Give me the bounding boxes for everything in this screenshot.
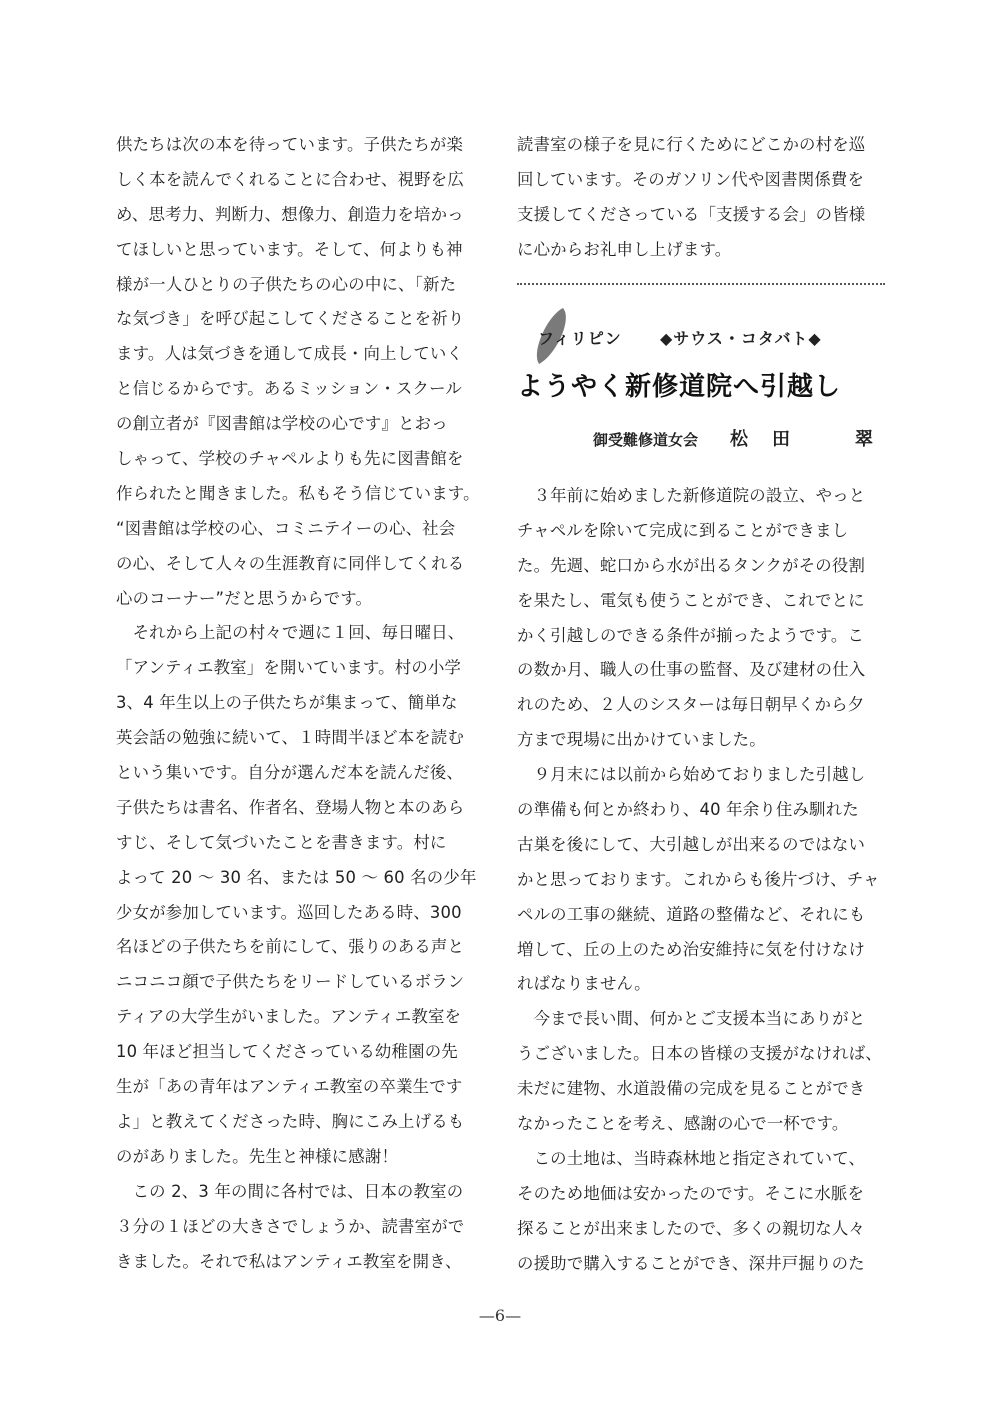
- text-line: という集いです。自分が選んだ本を読んだ後、: [116, 763, 464, 783]
- text-line: れのため、２人のシスターは毎日朝早くから夕: [517, 695, 865, 715]
- text-line: の創立者が『図書館は学校の心です』とおっ: [116, 414, 448, 434]
- text-line: の準備も何とか終わり、40 年余り住み馴れた: [517, 800, 859, 820]
- author-given-name: 翠: [855, 429, 873, 450]
- text-line: 3、4 年生以上の子供たちが集まって、簡単な: [116, 693, 458, 713]
- article-title: ようやく新修道院へ引越し: [517, 372, 842, 402]
- text-line: 探ることが出来ましたので、多くの親切な人々: [517, 1218, 866, 1238]
- text-line: を果たし、電気も使うことができ、これでとに: [517, 590, 865, 610]
- text-line: に心からお礼申し上げます。: [517, 239, 732, 259]
- text-line: きました。それで私はアンティエ教室を開き、: [116, 1251, 462, 1271]
- text-line: め、思考力、判断力、想像力、創造力を培かっ: [116, 204, 464, 224]
- text-line: てほしいと思っています。そして、何よりも神: [116, 239, 463, 259]
- text-line: 様が一人ひとりの子供たちの心の中に、「新た: [116, 274, 457, 294]
- author-family-name: 松田: [730, 429, 814, 450]
- text-line: ペルの工事の継続、道路の整備など、それにも: [517, 904, 866, 924]
- text-line: 作られたと聞きました。私もそう信じています。: [116, 483, 480, 503]
- text-line: “図書館は学校の心、コミニテイーの心、社会: [116, 518, 456, 538]
- text-line: よ」と教えてくださった時、胸にこみ上げるも: [116, 1111, 465, 1131]
- page-number: —6—: [478, 1306, 522, 1325]
- text-line: すじ、そして気づいたことを書きます。村に: [116, 832, 447, 852]
- article-body: [517, 479, 885, 1281]
- text-line: 生が「あの青年はアンティエ教室の卒業生です: [116, 1077, 463, 1097]
- text-line: かと思っております。これからも後片づけ、チャ: [517, 869, 880, 889]
- text-line: 未だに建物、水道設備の完成を見ることができ: [517, 1079, 866, 1099]
- text-line: 10 年ほど担当してくださっている幼稚園の先: [116, 1042, 458, 1062]
- region-country: フィリピン: [538, 329, 622, 348]
- text-line: ３分の１ほどの大きさでしょうか、読書室がで: [116, 1216, 465, 1236]
- text-line: 今まで長い間、何かとご支援本当にありがと: [517, 1009, 866, 1029]
- dotted-divider: [517, 283, 885, 285]
- text-line: と信じるからです。あるミッション・スクール: [116, 379, 462, 399]
- text-line: 支援してくださっている「支援する会」の皆様: [517, 204, 866, 224]
- text-line: のがありました。先生と神様に感謝！: [116, 1146, 399, 1166]
- text-line: ３年前に始めました新修道院の設立、やっと: [517, 486, 866, 505]
- text-line: うございました。日本の皆様の支援がなければ、: [517, 1044, 882, 1064]
- text-line: の心、そして人々の生涯教育に同伴してくれる: [116, 553, 465, 573]
- text-line: 回しています。そのガソリン代や図書関係費を: [517, 169, 865, 189]
- text-line: ればなりません。: [517, 974, 651, 994]
- text-line: しく本を読んでくれることに合わせ、視野を広: [116, 169, 464, 189]
- text-line: かく引越しのできる条件が揃ったようです。こ: [517, 625, 865, 645]
- text-line: この土地は、当時森林地と指定されていて、: [517, 1148, 866, 1168]
- text-line: 方まで現場に出かけていました。: [517, 730, 766, 750]
- text-line: ニコニコ顔で子供たちをリードしているボラン: [116, 972, 465, 992]
- text-line: しゃって、学校のチャペルよりも先に図書館を: [116, 449, 464, 469]
- text-line: そのため地価は安かったのです。そこに水脈を: [517, 1183, 865, 1203]
- text-line: 「アンティエ教室」を開いています。村の小学: [116, 658, 462, 678]
- text-line: 子供たちは書名、作者名、登場人物と本のあら: [116, 797, 465, 817]
- text-line: ９月末には以前から始めておりました引越し: [517, 765, 866, 785]
- right-column-top: [517, 128, 885, 268]
- text-line: の数か月、職人の仕事の監督、及び建材の仕入: [517, 660, 866, 680]
- text-line: 名ほどの子供たちを前にして、張りのある声と: [116, 937, 465, 957]
- text-line: な気づき」を呼び起こしてくださることを祈り: [116, 309, 465, 329]
- text-line: それから上記の村々で週に１回、毎日曜日、: [116, 623, 465, 643]
- text-line: 心のコーナー”だと思うからです。: [116, 588, 373, 608]
- text-line: 英会話の勉強に続いて、１時間半ほど本を読む: [116, 728, 465, 748]
- text-line: 供たちは次の本を待っています。子供たちが楽: [116, 135, 464, 154]
- text-line: この 2、3 年の間に各村では、日本の教室の: [116, 1181, 464, 1201]
- text-line: ティアの大学生がいました。アンティエ教室を: [116, 1007, 462, 1027]
- text-line: 少女が参加しています。巡回したある時、300: [116, 902, 462, 922]
- author-organization: 御受難修道女会: [593, 431, 699, 449]
- text-line: 古巣を後にして、大引越しが出来るのではない: [517, 834, 866, 854]
- text-line: の援助で購入することができ、深井戸掘りのた: [517, 1253, 865, 1273]
- text-line: なかったことを考え、感謝の心で一杯です。: [517, 1114, 849, 1134]
- text-line: チャペルを除いて完成に到ることができまし: [517, 520, 849, 540]
- left-column: [116, 128, 484, 1279]
- text-line: 増して、丘の上のため治安維持に気を付けなけ: [517, 939, 866, 959]
- text-line: 読書室の様子を見に行くためにどこかの村を巡: [517, 135, 866, 154]
- region-place: ◆サウス・コタバト◆: [660, 329, 822, 348]
- text-line: ます。人は気づきを通して成長・向上していく: [116, 344, 464, 364]
- text-line: た。先週、蛇口から水が出るタンクがその役割: [517, 555, 866, 575]
- text-line: よって 20 ～ 30 名、または 50 ～ 60 名の少年: [116, 867, 477, 887]
